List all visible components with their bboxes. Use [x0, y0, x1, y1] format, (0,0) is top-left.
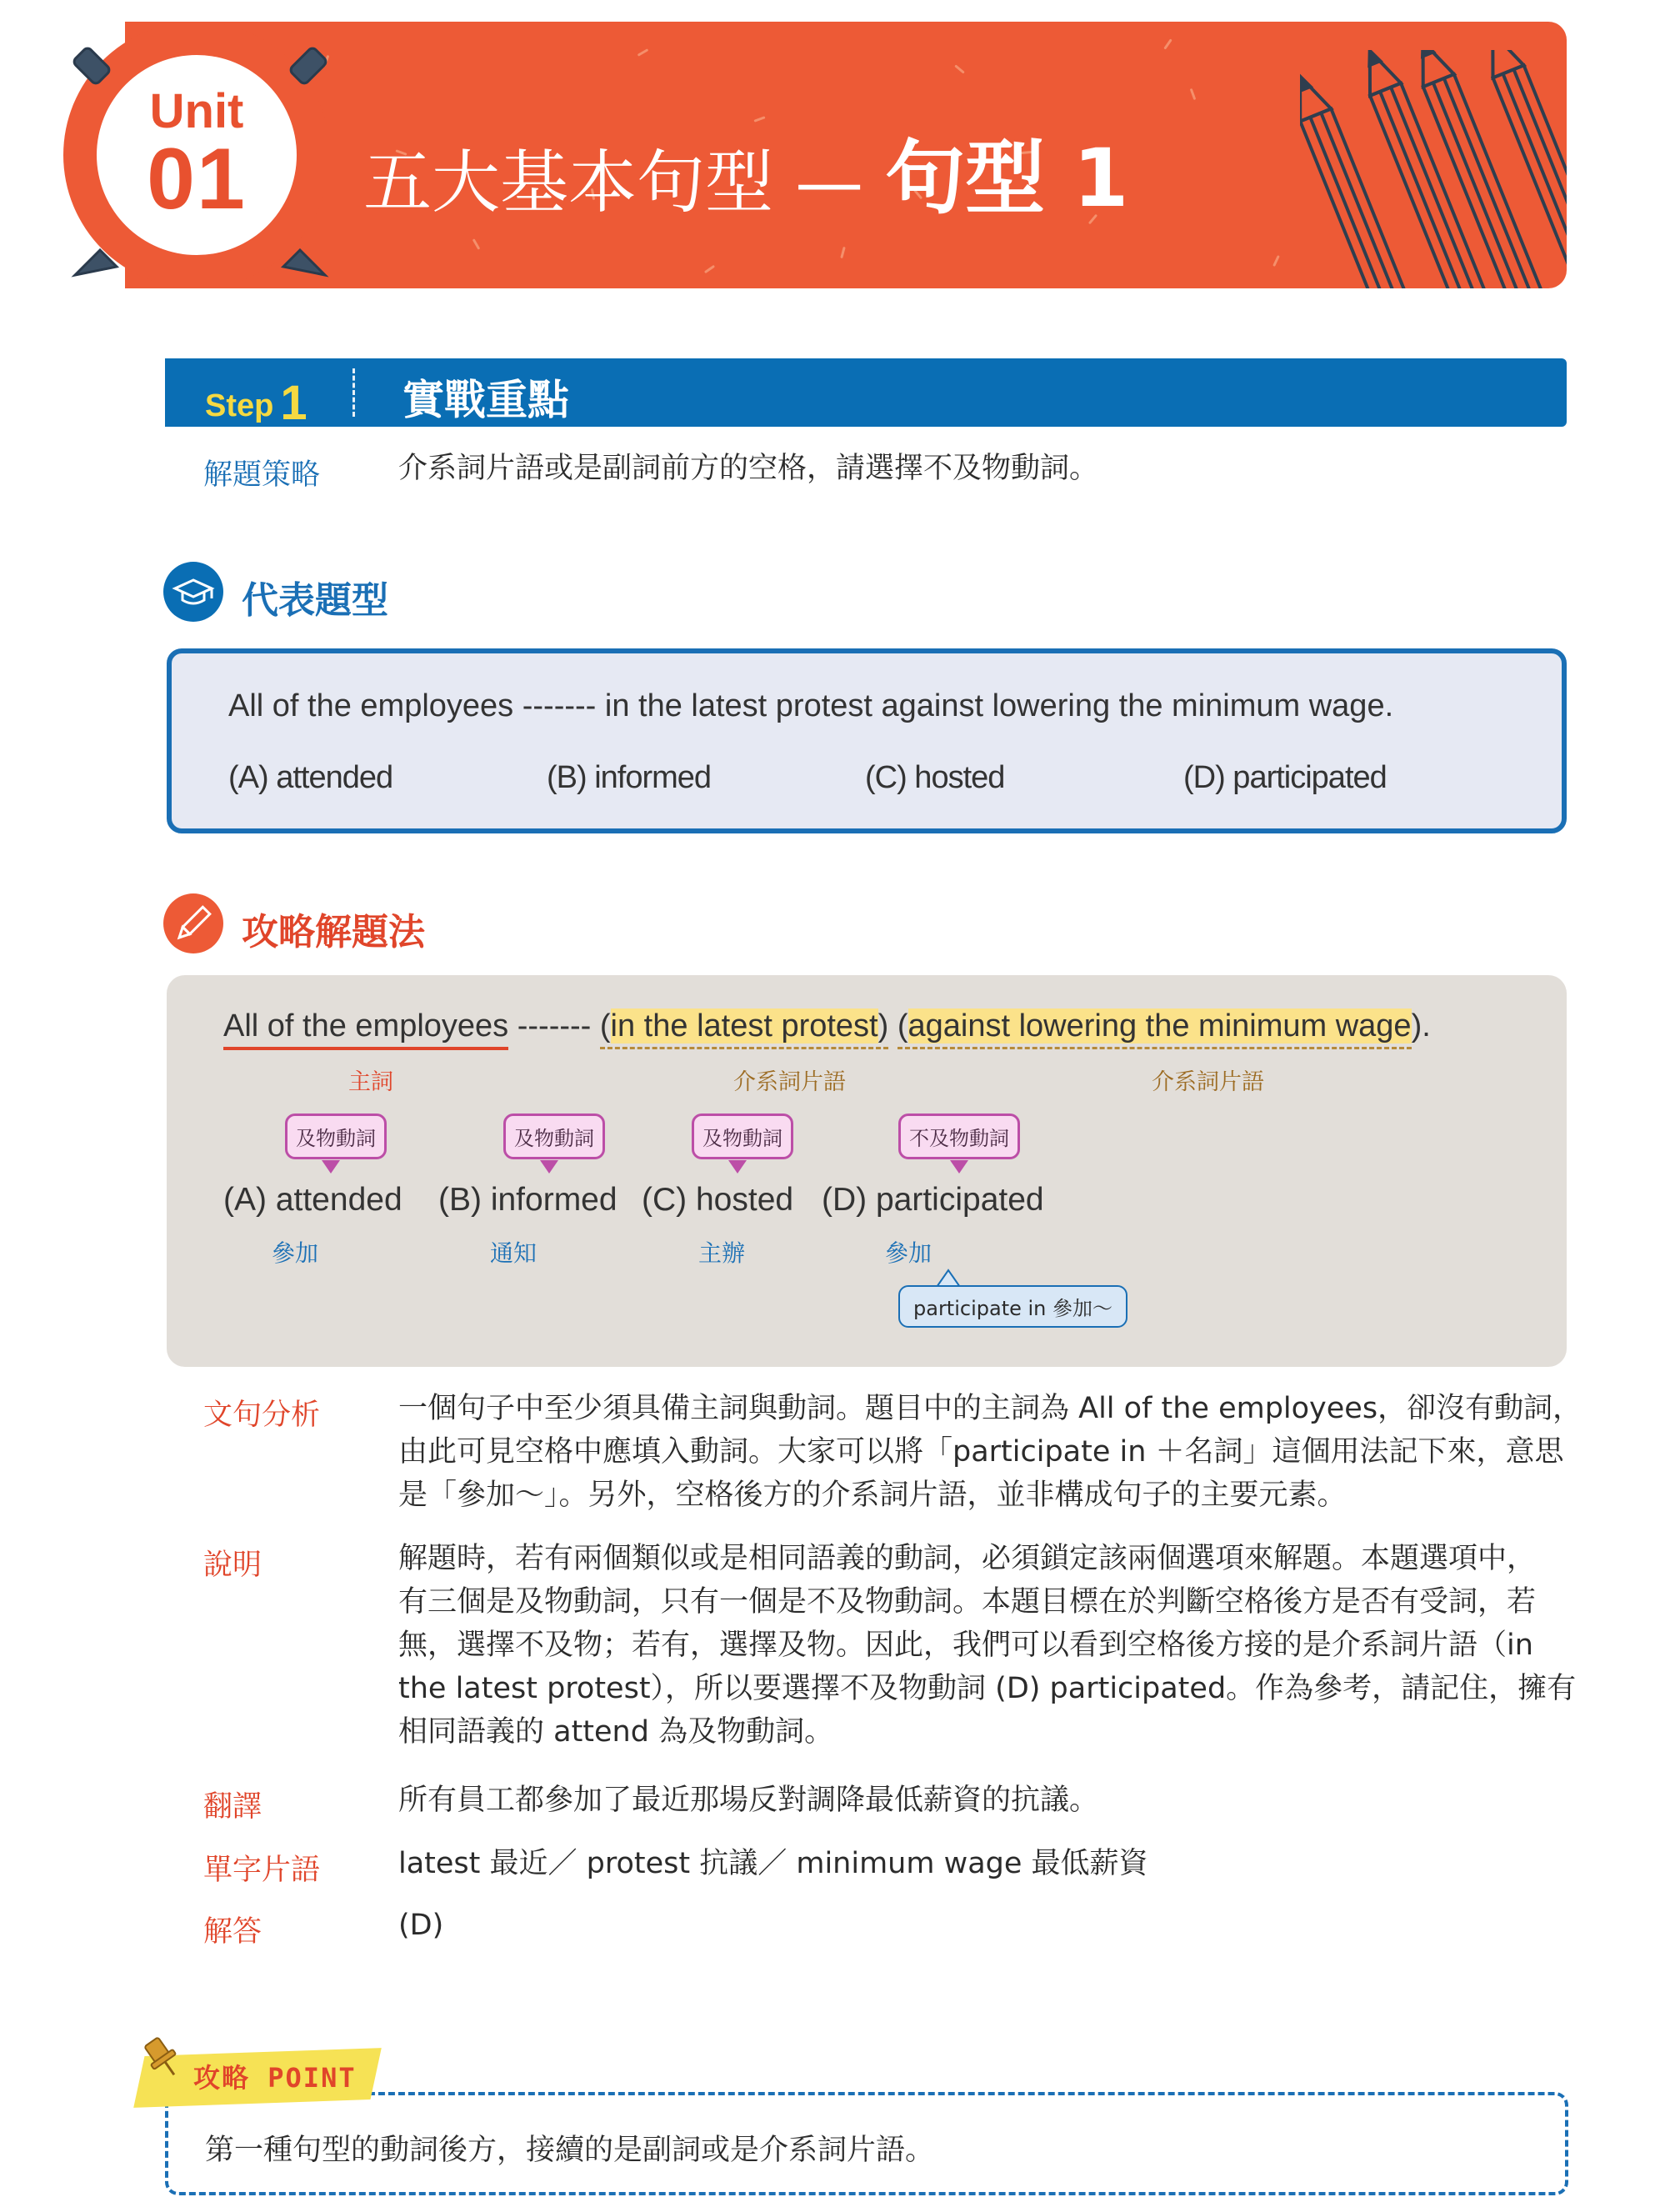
page-title-main: 五大基本句型 — — [363, 143, 864, 223]
pushpin-icon — [137, 2032, 187, 2082]
example-question-box — [167, 648, 1567, 833]
option-c: (C) hosted — [642, 1182, 794, 1218]
unit-badge — [97, 55, 297, 255]
strategy-text: 介系詞片語或是副詞前方的空格，請選擇不及物動詞。 — [398, 452, 1099, 485]
sentence-subject: All of the employees — [223, 1008, 508, 1050]
pencils-decoration-icon — [1300, 50, 1567, 288]
meaning-d: 參加 — [885, 1239, 932, 1267]
answer-text: (D) — [398, 1909, 444, 1942]
graduation-cap-icon — [163, 562, 223, 622]
step-number: 1 — [280, 376, 308, 430]
meaning-b: 通知 — [490, 1239, 538, 1267]
open-paren-2: ( — [897, 1008, 908, 1043]
option-b: (B) informed — [438, 1182, 618, 1218]
tag-transitive-b: 及物動詞 — [503, 1114, 605, 1159]
analysis-sentence — [223, 1008, 1431, 1044]
highlight-prep-1: in the latest protest — [610, 1008, 878, 1043]
point-tag-label: 攻略 POINT — [193, 2062, 357, 2094]
close-paren-2: ). — [1411, 1008, 1431, 1043]
step-divider — [352, 368, 355, 417]
step-bar — [165, 358, 1567, 430]
example-option-c: (C) hosted — [865, 760, 1005, 795]
tag-pointer-c — [728, 1160, 747, 1174]
sentence-blank: ------- — [508, 1008, 600, 1043]
translation-label: 翻譯 — [203, 1790, 262, 1824]
vocabulary-label: 單字片語 — [203, 1854, 321, 1887]
meaning-a: 參加 — [272, 1239, 319, 1267]
analysis-line-1: 一個句子中至少須具備主詞與動詞。題目中的主詞為 All of the employees，卻沒有動詞， — [398, 1392, 1582, 1425]
meaning-c: 主辦 — [698, 1239, 746, 1267]
analysis-line-3: 是「參加～」。另外，空格後方的介系詞片語，並非構成句子的主要元素。 — [398, 1479, 1347, 1512]
example-option-b: (B) informed — [547, 760, 712, 795]
unit-number: 01 — [147, 131, 247, 228]
explanation-line-5: 相同語義的 attend 為及物動詞。 — [398, 1715, 834, 1749]
hint-bubble: participate in 參加～ — [898, 1285, 1128, 1328]
analysis-text — [398, 1387, 1582, 1517]
unit-label: Unit — [149, 84, 244, 138]
tag-transitive-c: 及物動詞 — [692, 1114, 793, 1159]
explanation-line-2: 有三個是及物動詞，只有一個是不及物動詞。本題目標在於判斷空格後方是否有受詞，若 — [398, 1585, 1537, 1619]
highlight-prep-2: against lowering the minimum wage — [908, 1008, 1412, 1043]
explanation-line-3: 無，選擇不及物；若有，選擇及物。因此，我們可以看到空格後方接的是介系詞片語（in — [398, 1629, 1533, 1662]
close-paren-1: ) — [878, 1008, 889, 1043]
tag-intransitive-d: 不及物動詞 — [898, 1114, 1020, 1159]
label-subject: 主詞 — [348, 1069, 393, 1095]
point-text: 第一種句型的動詞後方，接續的是副詞或是介系詞片語。 — [205, 2134, 935, 2167]
explanation-label: 說明 — [203, 1549, 262, 1582]
vocabulary-text: latest 最近／ protest 抗議／ minimum wage 最低薪資 — [398, 1847, 1148, 1880]
analysis-label: 文句分析 — [203, 1399, 321, 1432]
answer-label: 解答 — [203, 1915, 262, 1949]
sentence-prep-phrase-1 — [600, 1008, 888, 1049]
step-word: Step — [205, 388, 274, 423]
solution-title: 攻略解題法 — [242, 911, 425, 953]
page-title — [363, 115, 1128, 229]
option-d: (D) participated — [822, 1182, 1044, 1218]
strategy-label: 解題策略 — [203, 458, 321, 492]
point-box — [165, 2092, 1568, 2195]
tag-transitive-a: 及物動詞 — [285, 1114, 387, 1159]
explanation-text — [398, 1537, 1576, 1754]
label-prep-2: 介系詞片語 — [1152, 1069, 1264, 1095]
step-title: 實戰重點 — [402, 376, 569, 424]
step-label — [205, 372, 308, 428]
analysis-box — [167, 975, 1567, 1367]
explanation-line-1: 解題時，若有兩個類似或是相同語義的動詞，必須鎖定該兩個選項來解題。本題選項中， — [398, 1542, 1537, 1575]
explanation-line-4: the latest protest），所以要選擇不及物動詞 (D) participated。作為參考，請記住，擁有 — [398, 1672, 1577, 1705]
example-option-d: (D) participated — [1183, 760, 1387, 795]
pencil-icon — [163, 893, 223, 953]
label-prep-1: 介系詞片語 — [733, 1069, 846, 1095]
tag-pointer-d — [950, 1160, 968, 1174]
sentence-space — [888, 1008, 898, 1043]
tag-pointer-a — [322, 1160, 340, 1174]
page-title-strong: 句型 1 — [885, 132, 1129, 225]
analysis-line-2: 由此可見空格中應填入動詞。大家可以將「participate in ＋名詞」這個用法記下來，意思 — [398, 1435, 1564, 1469]
representative-title: 代表題型 — [242, 579, 388, 622]
open-paren-1: ( — [599, 1008, 611, 1043]
option-a: (A) attended — [223, 1182, 402, 1218]
example-question: All of the employees ------- in the latest protest against lowering the minimum wage. — [228, 688, 1394, 723]
sentence-prep-phrase-2 — [898, 1008, 1412, 1049]
example-option-a: (A) attended — [228, 760, 393, 795]
translation-text: 所有員工都參加了最近那場反對調降最低薪資的抗議。 — [398, 1784, 1099, 1817]
tag-pointer-b — [540, 1160, 558, 1174]
